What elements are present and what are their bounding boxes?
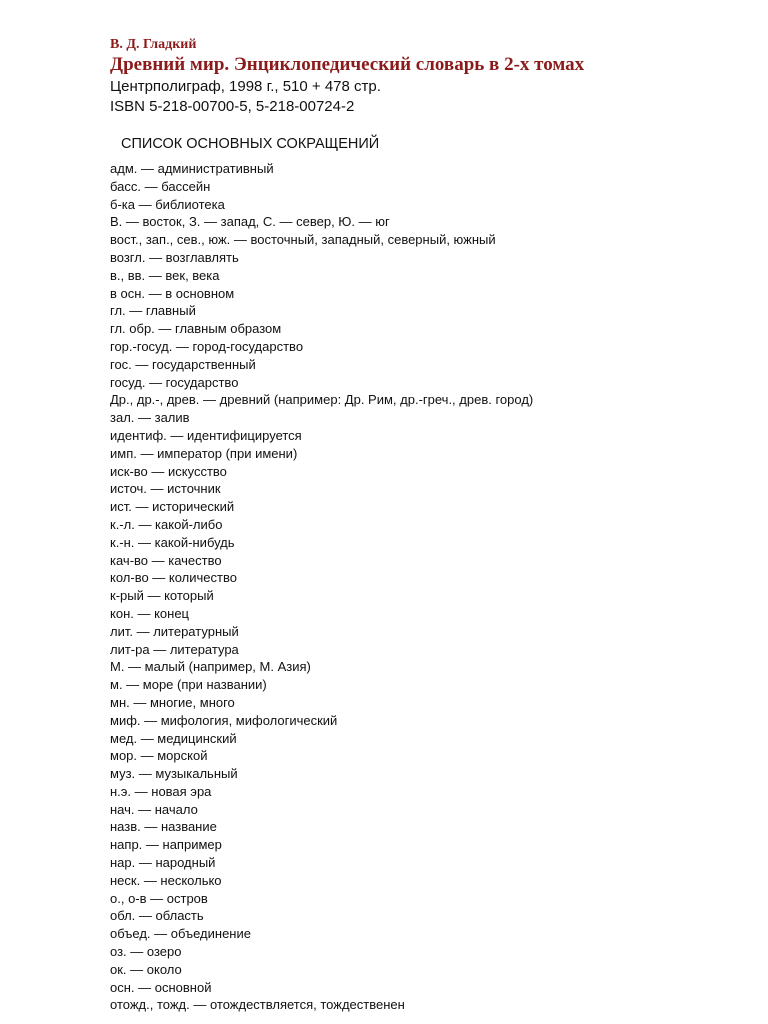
abbreviation-item: госуд. — государство [110, 374, 239, 390]
abbreviation-item: мор. — морской [110, 748, 208, 764]
abbreviation-item: мн. — многие, много [110, 694, 235, 710]
abbreviation-item: лит-ра — литература [110, 641, 239, 657]
abbreviation-item: о., о-в — остров [110, 890, 208, 906]
abbreviation-item: м. — море (при названии) [110, 677, 267, 693]
abbreviation-item: кач-во — качество [110, 552, 222, 568]
abbreviation-item: объед. — объединение [110, 926, 251, 942]
abbreviation-item: ок. — около [110, 961, 182, 977]
abbreviation-item: гос. — государственный [110, 356, 256, 372]
abbreviation-item: назв. — название [110, 819, 217, 835]
abbreviation-item: имп. — император (при имени) [110, 445, 298, 461]
publisher-line: Центрполиграф, 1998 г., 510 + 478 стр. [110, 78, 381, 95]
abbreviation-item: Др., др.-, древ. — древний (например: Др. Рим, др.-греч., древ. город) [110, 392, 534, 408]
section-heading: СПИСОК ОСНОВНЫХ СОКРАЩЕНИЙ [121, 136, 380, 152]
abbreviation-item: обл. — область [110, 908, 204, 924]
abbreviation-item: н.э. — новая эра [110, 783, 212, 799]
abbreviation-item: миф. — мифология, мифологический [110, 712, 338, 728]
abbreviation-item: к.-л. — какой-либо [110, 516, 223, 532]
abbreviation-item: возгл. — возглавлять [110, 249, 239, 265]
abbreviation-item: гл. обр. — главным образом [110, 321, 282, 337]
abbreviation-item: адм. — административный [110, 161, 274, 176]
abbreviation-item: источ. — источник [110, 481, 221, 497]
abbreviation-item: нач. — начало [110, 801, 198, 817]
abbreviation-item: кон. — конец [110, 605, 189, 621]
abbreviation-item: кол-во — количество [110, 570, 237, 586]
abbreviation-item: гл. — главный [110, 303, 196, 319]
abbreviation-item: в осн. — в основном [110, 285, 235, 301]
isbn-line: ISBN 5-218-00700-5, 5-218-00724-2 [110, 98, 355, 115]
abbreviation-item: вост., зап., сев., юж. — восточный, западный, северный, южный [110, 232, 496, 248]
abbreviation-item: нар. — народный [110, 855, 216, 871]
abbreviation-list [110, 160, 750, 1014]
abbreviation-item: ист. — исторический [110, 499, 235, 515]
book-title: Древний мир. Энциклопедический словарь в 2-х томах [110, 54, 585, 75]
abbreviation-item: зал. — залив [110, 410, 190, 426]
abbreviation-item: неск. — несколько [110, 872, 222, 888]
abbreviation-item: напр. — например [110, 837, 222, 853]
abbreviation-item: басс. — бассейн [110, 178, 211, 194]
abbreviation-item: к-рый — который [110, 588, 214, 604]
abbreviation-item: идентиф. — идентифицируется [110, 427, 302, 443]
document-page [110, 36, 750, 1014]
abbreviation-item: мед. — медицинский [110, 730, 237, 746]
abbreviation-item: лит. — литературный [110, 623, 239, 639]
abbreviation-item: б-ка — библиотека [110, 196, 225, 212]
author-name: В. Д. Гладкий [110, 37, 197, 52]
abbreviation-item: иск-во — искусство [110, 463, 227, 479]
abbreviation-item: муз. — музыкальный [110, 766, 238, 782]
abbreviation-item: в., вв. — век, века [110, 267, 220, 283]
abbreviation-item: гор.-госуд. — город-государство [110, 338, 304, 354]
abbreviation-item: М. — малый (например, М. Азия) [110, 659, 311, 675]
abbreviation-item: В. — восток, З. — запад, С. — север, Ю. — юг [110, 214, 390, 230]
abbreviation-item: к.-н. — какой-нибудь [110, 534, 235, 550]
abbreviation-item: осн. — основной [110, 979, 212, 995]
abbreviation-item: оз. — озеро [110, 944, 182, 960]
abbreviation-item: отожд., тожд. — отождествляется, тождественен [110, 997, 405, 1013]
